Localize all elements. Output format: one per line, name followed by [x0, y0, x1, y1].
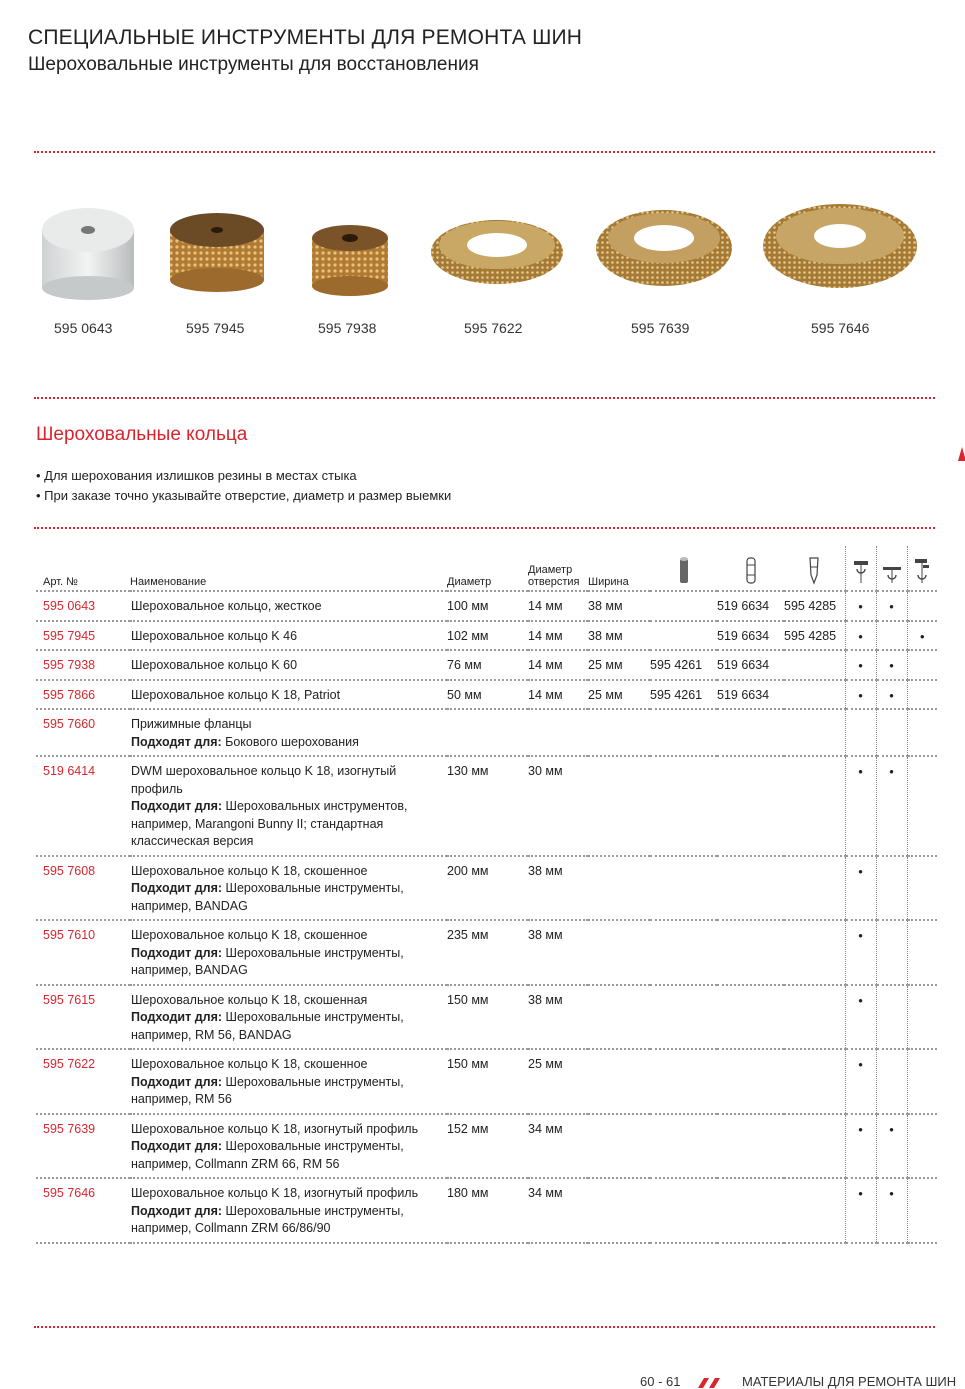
bore: 34 мм	[528, 1178, 588, 1243]
article-number: 595 7615	[36, 985, 130, 1050]
table-row	[36, 1178, 937, 1243]
table-row	[36, 920, 937, 985]
diameter: 130 мм	[447, 756, 528, 856]
width	[588, 709, 650, 756]
rasp-ring-image	[168, 190, 268, 300]
fit-text: Шероховальные инструменты, например, BANDAG	[131, 945, 404, 977]
arbor-3	[784, 680, 845, 710]
arbor-2: 519 6634	[717, 591, 784, 621]
item-title: DWM шероховальное кольцо K 18, изогнутый профиль	[131, 764, 397, 796]
machine-3-mark	[907, 591, 937, 621]
machine-3-mark	[907, 1114, 937, 1179]
rasp-ring-image	[308, 190, 393, 300]
item-fit	[131, 1138, 447, 1173]
machine-2-mark	[876, 709, 907, 756]
bullet-item: • При заказе точно указывайте отверстие, диаметр и размер выемки	[36, 486, 451, 506]
machine-3-mark	[907, 709, 937, 756]
product-code: 595 7639	[631, 320, 690, 336]
arbor-2	[717, 856, 784, 921]
col-bore-line1: Диаметр	[528, 564, 573, 576]
product-item	[36, 190, 141, 336]
col-arbor-2	[717, 546, 784, 591]
bore: 38 мм	[528, 985, 588, 1050]
arbor-1	[650, 1178, 717, 1243]
diameter: 180 мм	[447, 1178, 528, 1243]
product-code: 595 7646	[811, 320, 870, 336]
item-name	[130, 1178, 447, 1243]
divider	[34, 527, 935, 529]
width	[588, 1114, 650, 1179]
machine-type-2-icon	[881, 555, 903, 585]
fit-label: Подходит для:	[131, 881, 223, 895]
fit-text: Шероховальные инструменты, например, Collmann ZRM 66/86/90	[131, 1203, 404, 1235]
arbor-3	[784, 1114, 845, 1179]
bore: 14 мм	[528, 621, 588, 651]
spec-table	[36, 546, 937, 1244]
arbor-1	[650, 985, 717, 1050]
machine-3-mark	[907, 1049, 937, 1114]
fit-text: Шероховальные инструменты, например, RM 56, BANDAG	[131, 1010, 404, 1042]
machine-1-mark: •	[845, 756, 876, 856]
divider	[34, 1326, 935, 1328]
arbor-1	[650, 709, 717, 756]
fit-label: Подходят для:	[131, 734, 222, 749]
item-fit	[131, 798, 447, 851]
item-name	[130, 1114, 447, 1179]
product-item	[168, 190, 268, 336]
col-width: Ширина	[588, 576, 629, 588]
product-code: 595 7945	[186, 320, 245, 336]
arbor-2	[717, 756, 784, 856]
item-title: Шероховальное кольцо K 46	[131, 628, 298, 643]
table-row	[36, 1049, 937, 1114]
bore: 38 мм	[528, 856, 588, 921]
item-name	[130, 920, 447, 985]
item-title: Шероховальное кольцо K 18, изогнутый профиль	[131, 1186, 419, 1200]
machine-2-mark	[876, 920, 907, 985]
item-title: Прижимные фланцы	[131, 717, 252, 731]
arbor-3	[784, 985, 845, 1050]
article-number: 595 7608	[36, 856, 130, 921]
bullet-list	[36, 466, 451, 506]
arbor-2	[717, 920, 784, 985]
fit-label: Подходит для:	[131, 1010, 223, 1024]
article-number: 595 7622	[36, 1049, 130, 1114]
table-row	[36, 621, 937, 651]
bore: 30 мм	[528, 756, 588, 856]
width: 25 мм	[588, 650, 650, 680]
bore	[528, 709, 588, 756]
machine-1-mark: •	[845, 920, 876, 985]
article-number: 595 7660	[36, 709, 130, 756]
machine-2-mark: •	[876, 591, 907, 621]
section-title: Шероховальные кольца	[36, 424, 248, 445]
machine-3-mark: •	[907, 621, 937, 651]
width	[588, 1049, 650, 1114]
item-title: Шероховальное кольцо K 18, скошенное	[131, 1057, 368, 1071]
machine-3-mark	[907, 1178, 937, 1243]
col-machine-3	[907, 546, 937, 591]
diameter: 235 мм	[447, 920, 528, 985]
arbor-1	[650, 856, 717, 921]
arbor-3: 595 4285	[784, 591, 845, 621]
item-name	[130, 856, 447, 921]
machine-1-mark: •	[845, 1178, 876, 1243]
bore: 14 мм	[528, 591, 588, 621]
width: 38 мм	[588, 591, 650, 621]
machine-3-mark	[907, 680, 937, 710]
machine-1-mark: •	[845, 1114, 876, 1179]
col-diameter: Диаметр	[447, 576, 492, 588]
arbor-3	[784, 856, 845, 921]
bullet-item: • Для шерохования излишков резины в местах стыка	[36, 466, 451, 486]
arbor-1: 595 4261	[650, 680, 717, 710]
machine-1-mark: •	[845, 591, 876, 621]
fit-label: Подходит для:	[131, 799, 223, 813]
arbor-1	[650, 621, 717, 651]
item-name	[130, 985, 447, 1050]
brand-logo-icon	[696, 1378, 722, 1388]
table-row	[36, 756, 937, 856]
item-name	[130, 709, 447, 756]
arbor-3: 595 4285	[784, 621, 845, 651]
arbor-1: 595 4261	[650, 650, 717, 680]
arbor-medium-icon	[744, 555, 758, 585]
arbor-3	[784, 1049, 845, 1114]
table-row	[36, 985, 937, 1050]
page-subtitle: Шероховальные инструменты для восстановления	[28, 54, 479, 75]
product-item	[430, 190, 565, 336]
arbor-2: 519 6634	[717, 680, 784, 710]
machine-2-mark	[876, 856, 907, 921]
col-bore	[528, 546, 588, 591]
machine-3-mark	[907, 985, 937, 1050]
table-row	[36, 1114, 937, 1179]
machine-2-mark: •	[876, 1178, 907, 1243]
arbor-2	[717, 1178, 784, 1243]
width	[588, 920, 650, 985]
machine-1-mark: •	[845, 985, 876, 1050]
rasp-ring-image	[762, 190, 937, 300]
item-title: Шероховальное кольцо K 18, Patriot	[131, 687, 341, 702]
diameter: 150 мм	[447, 1049, 528, 1114]
product-item	[308, 190, 393, 336]
arbor-3	[784, 650, 845, 680]
bore: 14 мм	[528, 650, 588, 680]
table-row	[36, 709, 937, 756]
diameter: 100 мм	[447, 591, 528, 621]
diameter: 150 мм	[447, 985, 528, 1050]
arbor-3	[784, 756, 845, 856]
product-code: 595 0643	[54, 320, 113, 336]
machine-2-mark: •	[876, 650, 907, 680]
arbor-3	[784, 709, 845, 756]
col-bore-line2: отверстия	[528, 576, 580, 588]
arbor-1	[650, 1049, 717, 1114]
page-marker-icon	[958, 447, 965, 461]
arbor-2	[717, 1049, 784, 1114]
article-number: 595 7646	[36, 1178, 130, 1243]
article-number: 595 7938	[36, 650, 130, 680]
arbor-long-icon	[807, 555, 821, 585]
divider	[34, 151, 935, 153]
arbor-1	[650, 920, 717, 985]
item-name	[130, 650, 447, 680]
table-row	[36, 680, 937, 710]
bore: 14 мм	[528, 680, 588, 710]
divider	[34, 397, 935, 399]
page-title: СПЕЦИАЛЬНЫЕ ИНСТРУМЕНТЫ ДЛЯ РЕМОНТА ШИН	[28, 26, 583, 49]
article-number: 595 7639	[36, 1114, 130, 1179]
fit-text: Шероховальные инструменты, например, RM 56	[131, 1074, 404, 1106]
machine-3-mark	[907, 650, 937, 680]
article-number: 595 7866	[36, 680, 130, 710]
width: 38 мм	[588, 621, 650, 651]
item-name	[130, 1049, 447, 1114]
machine-1-mark: •	[845, 856, 876, 921]
machine-2-mark	[876, 1049, 907, 1114]
product-gallery	[0, 190, 965, 350]
footer-title: МАТЕРИАЛЫ ДЛЯ РЕМОНТА ШИН	[742, 1374, 957, 1389]
arbor-short-icon	[677, 555, 691, 585]
diameter: 102 мм	[447, 621, 528, 651]
machine-3-mark	[907, 756, 937, 856]
machine-2-mark	[876, 621, 907, 651]
item-title: Шероховальное кольцо, жесткое	[131, 599, 322, 613]
width: 25 мм	[588, 680, 650, 710]
arbor-2: 519 6634	[717, 650, 784, 680]
machine-2-mark: •	[876, 680, 907, 710]
width	[588, 985, 650, 1050]
item-fit	[131, 734, 447, 752]
width	[588, 856, 650, 921]
rasp-ring-image	[430, 190, 565, 300]
table-row	[36, 650, 937, 680]
col-name: Наименование	[130, 576, 207, 588]
col-machine-1	[845, 546, 876, 591]
arbor-1	[650, 756, 717, 856]
table-header	[36, 546, 937, 591]
item-name	[130, 680, 447, 710]
item-title: Шероховальное кольцо K 18, скошенное	[131, 863, 368, 878]
col-arbor-3	[784, 546, 845, 591]
bore: 34 мм	[528, 1114, 588, 1179]
fit-label: Подходит для:	[131, 945, 223, 960]
grinding-stone-image	[36, 190, 141, 300]
machine-type-1-icon	[850, 555, 872, 585]
product-item	[595, 190, 735, 336]
bore: 25 мм	[528, 1049, 588, 1114]
table-row	[36, 856, 937, 921]
item-title: Шероховальное кольцо K 18, скошенная	[131, 992, 368, 1007]
fit-text: Бокового шерохования	[221, 734, 359, 749]
fit-text: Шероховальные инструменты, например, BANDAG	[131, 881, 404, 913]
rasp-ring-image	[595, 190, 735, 300]
article-number: 595 0643	[36, 591, 130, 621]
col-arbor-1	[650, 546, 717, 591]
machine-2-mark: •	[876, 756, 907, 856]
arbor-2	[717, 709, 784, 756]
machine-1-mark: •	[845, 1049, 876, 1114]
item-name	[130, 591, 447, 621]
machine-1-mark: •	[845, 680, 876, 710]
page-number: 60 - 61	[640, 1374, 681, 1389]
bore: 38 мм	[528, 920, 588, 985]
machine-3-mark	[907, 920, 937, 985]
machine-3-mark	[907, 856, 937, 921]
arbor-2	[717, 985, 784, 1050]
article-number: 595 7610	[36, 920, 130, 985]
item-title: Шероховальное кольцо K 60	[131, 658, 298, 672]
item-name	[130, 756, 447, 856]
product-code: 595 7622	[464, 320, 523, 336]
width	[588, 1178, 650, 1243]
machine-1-mark	[845, 709, 876, 756]
fit-text: Шероховальные инструменты, например, Collmann ZRM 66, RM 56	[131, 1139, 404, 1171]
diameter: 76 мм	[447, 650, 528, 680]
diameter: 200 мм	[447, 856, 528, 921]
item-title: Шероховальное кольцо K 18, скошенное	[131, 928, 368, 942]
arbor-2: 519 6634	[717, 621, 784, 651]
product-code: 595 7938	[318, 320, 377, 336]
item-fit	[131, 945, 447, 980]
diameter: 50 мм	[447, 680, 528, 710]
product-item	[762, 190, 937, 336]
article-number: 595 7945	[36, 621, 130, 651]
item-title: Шероховальное кольцо K 18, изогнутый профиль	[131, 1121, 419, 1136]
machine-type-3-icon	[911, 555, 933, 585]
item-name	[130, 621, 447, 651]
machine-2-mark: •	[876, 1114, 907, 1179]
fit-label: Подходит для:	[131, 1139, 223, 1153]
article-number: 519 6414	[36, 756, 130, 856]
fit-text: Шероховальных инструментов, например, Marangoni Bunny II; стандартная классическая версия	[131, 799, 408, 848]
arbor-2	[717, 1114, 784, 1179]
machine-1-mark: •	[845, 650, 876, 680]
width	[588, 756, 650, 856]
col-art: Арт. №	[43, 576, 78, 588]
fit-label: Подходит для:	[131, 1074, 223, 1089]
arbor-1	[650, 1114, 717, 1179]
item-fit	[131, 880, 447, 915]
diameter	[447, 709, 528, 756]
table-row	[36, 591, 937, 621]
item-fit	[131, 1074, 447, 1109]
arbor-3	[784, 920, 845, 985]
fit-label: Подходит для:	[131, 1203, 223, 1218]
item-fit	[131, 1009, 447, 1044]
arbor-3	[784, 1178, 845, 1243]
machine-1-mark: •	[845, 621, 876, 651]
item-fit	[131, 1203, 447, 1238]
col-machine-2	[876, 546, 907, 591]
machine-2-mark	[876, 985, 907, 1050]
diameter: 152 мм	[447, 1114, 528, 1179]
arbor-1	[650, 591, 717, 621]
